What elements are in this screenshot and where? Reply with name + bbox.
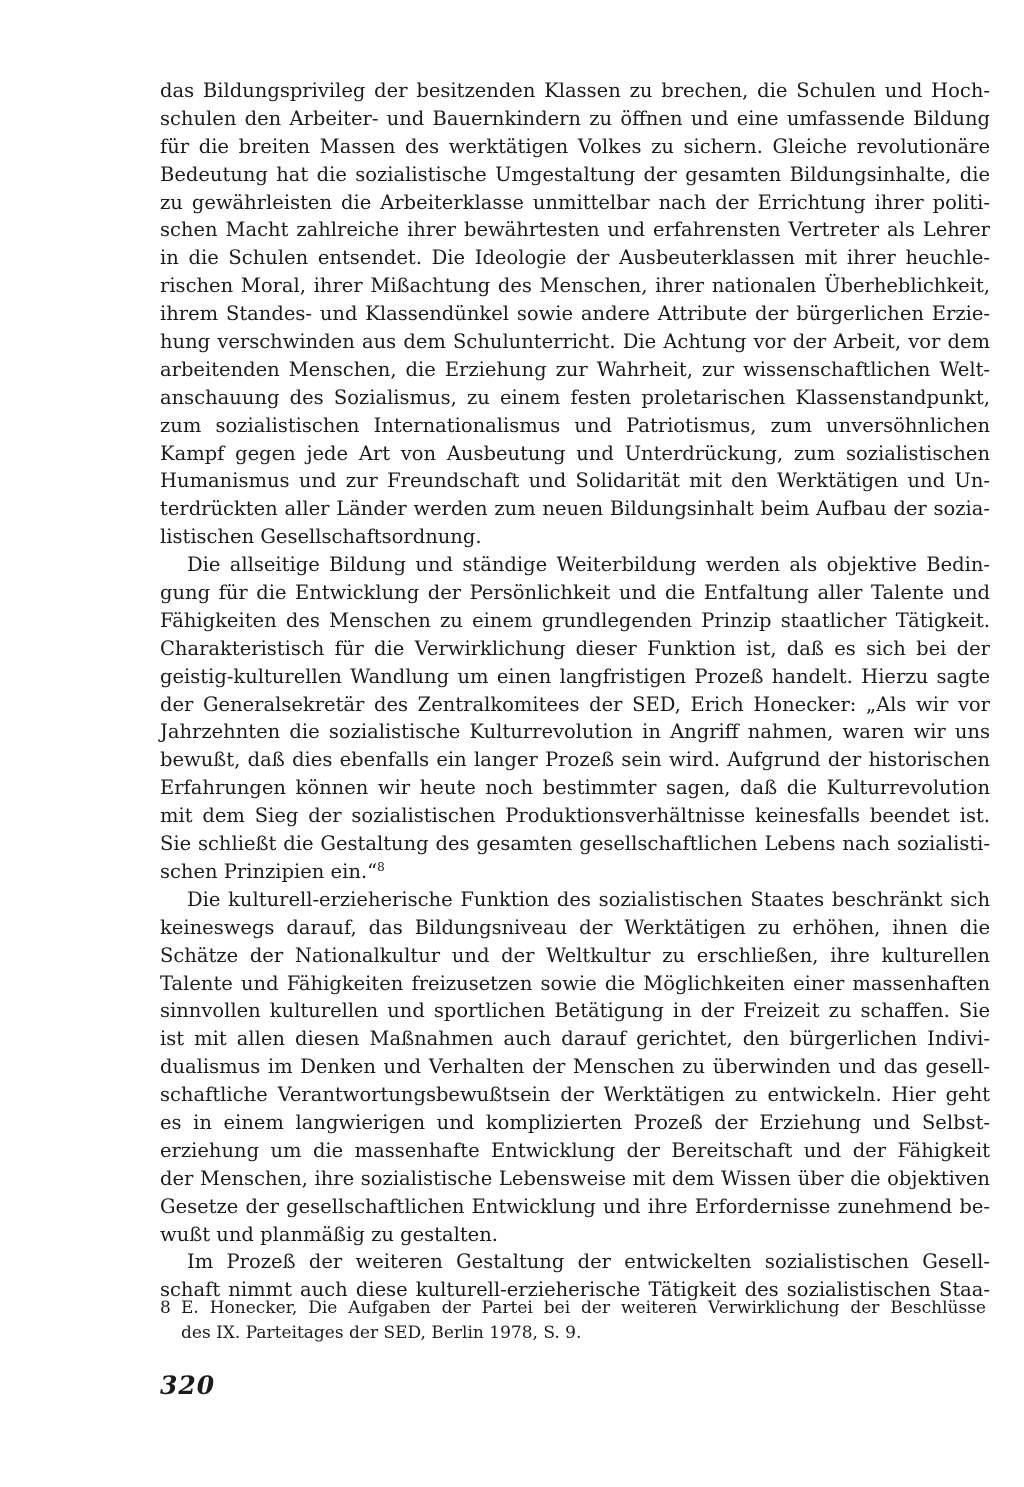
text-line-content: Schätze der Nationalkultur und der Weltkultur zu erschließen, ihre kulturellen	[160, 943, 990, 967]
text-line	[160, 133, 990, 161]
text-line-content: Die kulturell-erzieherische Funktion des sozialistischen Staates beschränkt sich	[187, 887, 990, 911]
text-line-content: erziehung um die massenhafte Entwicklung der Bereitschaft und der Fähigkeit	[160, 1138, 990, 1162]
text-line-content: zu gewährleisten die Arbeiterklasse unmittelbar nach der Errichtung ihrer politi-	[160, 190, 990, 214]
text-line	[160, 886, 990, 914]
text-line-content: mit dem Sieg der sozialistischen Produktionsverhältnisse keinesfalls beendet ist.	[160, 804, 990, 828]
text-line	[160, 579, 990, 607]
text-line-content: dualismus im Denken und Verhalten der Menschen zu überwinden und das gesell-	[160, 1055, 990, 1079]
text-line-content: anschauung des Sozialismus, zu einem festen proletarischen Klassenstandpunkt,	[160, 385, 990, 409]
footnote-reference: 8	[377, 859, 385, 874]
text-line-content: Im Prozeß der weiteren Gestaltung der entwickelten sozialistischen Gesell-	[187, 1250, 990, 1274]
text-line-content: Talente und Fähigkeiten freizusetzen sowie die Möglichkeiten einer massenhaften	[160, 971, 990, 995]
text-line	[160, 523, 990, 551]
text-line-content: Bedeutung hat die sozialistische Umgestaltung der gesamten Bildungsinhalte, die	[160, 162, 990, 186]
text-line-content: rischen Moral, ihrer Mißachtung des Menschen, ihrer nationalen Überheblichkeit,	[160, 274, 990, 298]
text-line-content: ihrem Standes- und Klassendünkel sowie andere Attribute der bürgerlichen Erzie-	[160, 302, 990, 326]
text-line-content: sinnvollen kulturellen und sportlichen Betätigung in der Freizeit zu schaffen. Sie	[160, 999, 990, 1023]
text-line	[160, 1137, 990, 1165]
text-line	[160, 1248, 990, 1276]
text-line-content: schaft nimmt auch diese kulturell-erzieherische Tätigkeit des sozialistischen Staa-	[160, 1278, 990, 1302]
page-number: 320	[160, 1371, 216, 1400]
text-line-content: schen Prinzipien ein.“	[160, 859, 378, 883]
text-line-content: gung für die Entwicklung der Persönlichkeit und die Entfaltung aller Talente und	[160, 581, 990, 605]
text-line	[160, 1221, 990, 1249]
text-line-content: Jahrzehnten die sozialistische Kulturrevolution in Angriff nahmen, waren wir uns	[160, 720, 990, 744]
text-line-content: Erfahrungen können wir heute noch bestimmter sagen, daß die Kulturrevolution	[160, 776, 990, 800]
text-line	[160, 1109, 990, 1137]
text-line	[160, 216, 990, 244]
text-line	[160, 970, 990, 998]
text-line-content: der Menschen, ihre sozialistische Lebensweise mit dem Wissen über die objektiven	[160, 1166, 990, 1190]
text-line-content: der Generalsekretär des Zentralkomitees der SED, Erich Honecker: „Als wir vor	[160, 692, 990, 716]
text-line	[160, 551, 990, 579]
text-line	[160, 858, 990, 886]
text-line-content: wußt und planmäßig zu gestalten.	[160, 1222, 498, 1246]
text-line	[160, 189, 990, 217]
text-line	[160, 607, 990, 635]
text-line	[160, 635, 990, 663]
text-line-content: schaftliche Verantwortungsbewußtsein der Werktätigen zu entwickeln. Hier geht	[160, 1083, 990, 1107]
text-line-content: das Bildungsprivileg der besitzenden Klassen zu brechen, die Schulen und Hoch-	[160, 79, 990, 102]
text-line	[160, 495, 990, 523]
text-line-content: Die allseitige Bildung und ständige Weiterbildung werden als objektive Bedin-	[187, 553, 990, 577]
text-line	[160, 412, 990, 440]
text-line	[160, 356, 990, 384]
text-line-content: schen Macht zahlreiche ihrer bewährtesten und erfahrensten Vertreter als Lehrer	[160, 218, 990, 242]
text-line	[160, 1081, 990, 1109]
text-line-content: Charakteristisch für die Verwirklichung dieser Funktion ist, daß es sich bei der	[160, 636, 990, 660]
text-line	[160, 244, 990, 272]
text-line	[160, 691, 990, 719]
text-line-content: arbeitenden Menschen, die Erziehung zur Wahrheit, zur wissenschaftlichen Welt-	[160, 357, 990, 381]
text-line	[160, 1053, 990, 1081]
text-line-content: geistig-kulturellen Wandlung um einen langfristigen Prozeß handelt. Hierzu sagte	[160, 664, 990, 688]
text-line	[160, 440, 990, 468]
text-line-content: keineswegs darauf, das Bildungsniveau der Werktätigen zu erhöhen, ihnen die	[160, 915, 990, 939]
text-line-content: hung verschwinden aus dem Schulunterricht. Die Achtung vor der Arbeit, vor dem	[160, 330, 990, 354]
text-line-content: zum sozialistischen Internationalismus und Patriotismus, zum unversöhnlichen	[160, 413, 990, 437]
text-line	[160, 1193, 990, 1221]
text-line	[160, 802, 990, 830]
body-text	[160, 77, 990, 1304]
text-line	[160, 467, 990, 495]
text-line	[160, 830, 990, 858]
text-line-content: Sie schließt die Gestaltung des gesamten gesellschaftlichen Lebens nach sozialisti-	[160, 832, 990, 856]
text-line-content: listischen Gesellschaftsordnung.	[160, 525, 482, 549]
text-line-content: Kampf gegen jede Art von Ausbeutung und Unterdrückung, zum sozialistischen	[160, 441, 990, 465]
text-line	[160, 914, 990, 942]
footnote-number: 8	[160, 1298, 171, 1318]
text-line	[160, 942, 990, 970]
footnote-line-2: des IX. Parteitages der SED, Berlin 1978, S. 9.	[181, 1323, 582, 1343]
text-line	[160, 663, 990, 691]
text-line	[160, 1025, 990, 1053]
text-line	[160, 1165, 990, 1193]
text-line-content: bewußt, daß dies ebenfalls ein langer Prozeß sein wird. Aufgrund der historischen	[160, 748, 990, 772]
text-line	[160, 77, 990, 105]
text-line	[160, 328, 990, 356]
text-line	[160, 997, 990, 1025]
text-line	[160, 300, 990, 328]
footnote-line-1	[160, 1296, 986, 1321]
text-line-content: es in einem langwierigen und komplizierten Prozeß der Erziehung und Selbst-	[160, 1110, 990, 1134]
text-line-content: Fähigkeiten des Menschen zu einem grundlegenden Prinzip staatlicher Tätigkeit.	[160, 608, 990, 632]
footnote-text-1: E. Honecker, Die Aufgaben der Partei bei der weiteren Verwirklichung der Beschlüsse	[181, 1298, 986, 1318]
text-line-content: in die Schulen entsendet. Die Ideologie der Ausbeuterklassen mit ihrer heuchle-	[160, 246, 990, 270]
text-line	[160, 718, 990, 746]
text-line-content: für die breiten Massen des werktätigen Volkes zu sichern. Gleiche revolutionäre	[160, 134, 990, 158]
text-line-content: Humanismus und zur Freundschaft und Solidarität mit den Werktätigen und Un-	[160, 469, 990, 493]
text-line	[160, 746, 990, 774]
text-line-content: Gesetze der gesellschaftlichen Entwicklung und ihre Erfordernisse zunehmend be-	[160, 1194, 990, 1218]
text-line	[160, 161, 990, 189]
text-line	[160, 105, 990, 133]
text-line	[160, 384, 990, 412]
text-line-content: ist mit allen diesen Maßnahmen auch darauf gerichtet, den bürgerlichen Indivi-	[160, 1027, 990, 1051]
text-line	[160, 774, 990, 802]
text-line-content: terdrückten aller Länder werden zum neuen Bildungsinhalt beim Aufbau der sozia-	[160, 497, 990, 521]
text-line	[160, 272, 990, 300]
footnote	[160, 1296, 986, 1346]
text-line-content: schulen den Arbeiter- und Bauernkindern zu öffnen und eine umfassende Bildung	[160, 106, 990, 130]
